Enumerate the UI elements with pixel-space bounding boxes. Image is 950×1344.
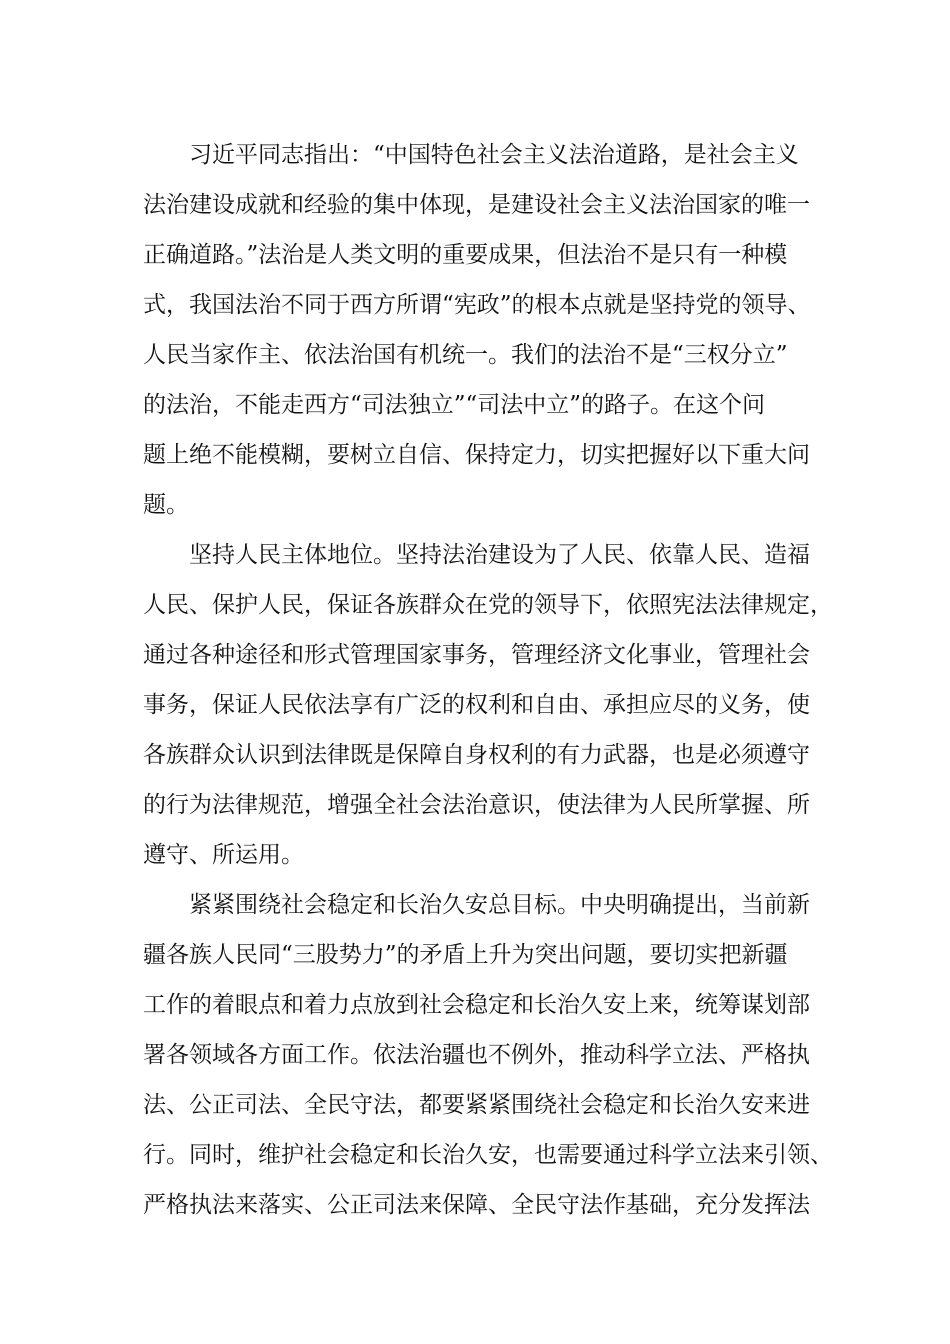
text-line: 人民、保护人民，保证各族群众在党的领导下，依照宪法法律规定，	[143, 592, 833, 618]
text-line: 行。同时，维护社会稳定和长治久安，也需要通过科学立法来引领、	[143, 1142, 833, 1168]
text-line: 法、公正司法、全民守法，都要紧紧围绕社会稳定和长治久安来进	[143, 1092, 810, 1118]
text-line: 坚持人民主体地位。坚持法治建设为了人民、依靠人民、造福	[189, 542, 810, 568]
text-line: 题上绝不能模糊，要树立自信、保持定力，切实把握好以下重大问	[143, 442, 810, 468]
text-line: 人民当家作主、依法治国有机统一。我们的法治不是“三权分立”	[143, 342, 788, 368]
text-line: 工作的着眼点和着力点放到社会稳定和长治久安上来，统筹谋划部	[143, 992, 810, 1018]
text-line: 正确道路。”法治是人类文明的重要成果，但法治不是只有一种模	[143, 242, 788, 268]
text-line: 的法治，不能走西方“司法独立”“司法中立”的路子。在这个问	[143, 392, 766, 418]
text-line: 各族群众认识到法律既是保障自身权利的有力武器，也是必须遵守	[143, 742, 810, 768]
body-text	[143, 130, 833, 1230]
text-line: 署各领域各方面工作。依法治疆也不例外，推动科学立法、严格执	[143, 1042, 810, 1068]
text-line: 法治建设成就和经验的集中体现，是建设社会主义法治国家的唯一	[143, 192, 810, 218]
paragraph-2	[143, 530, 833, 880]
text-line: 习近平同志指出：“中国特色社会主义法治道路，是社会主义	[189, 142, 799, 168]
text-line: 严格执法来落实、公正司法来保障、全民守法作基础，充分发挥法	[143, 1192, 810, 1218]
text-line: 题。	[143, 492, 189, 518]
paragraph-3	[143, 880, 833, 1230]
text-line: 紧紧围绕社会稳定和长治久安总目标。中央明确提出，当前新	[189, 892, 810, 918]
text-line: 式，我国法治不同于西方所谓“宪政”的根本点就是坚持党的领导、	[143, 292, 811, 318]
text-line: 疆各族人民同“三股势力”的矛盾上升为突出问题，要切实把新疆	[143, 942, 788, 968]
text-line: 遵守、所运用。	[143, 842, 304, 868]
paragraph-1	[143, 130, 823, 530]
text-line: 通过各种途径和形式管理国家事务，管理经济文化事业，管理社会	[143, 642, 810, 668]
text-line: 事务，保证人民依法享有广泛的权利和自由、承担应尽的义务，使	[143, 692, 810, 718]
text-line: 的行为法律规范，增强全社会法治意识，使法律为人民所掌握、所	[143, 792, 810, 818]
